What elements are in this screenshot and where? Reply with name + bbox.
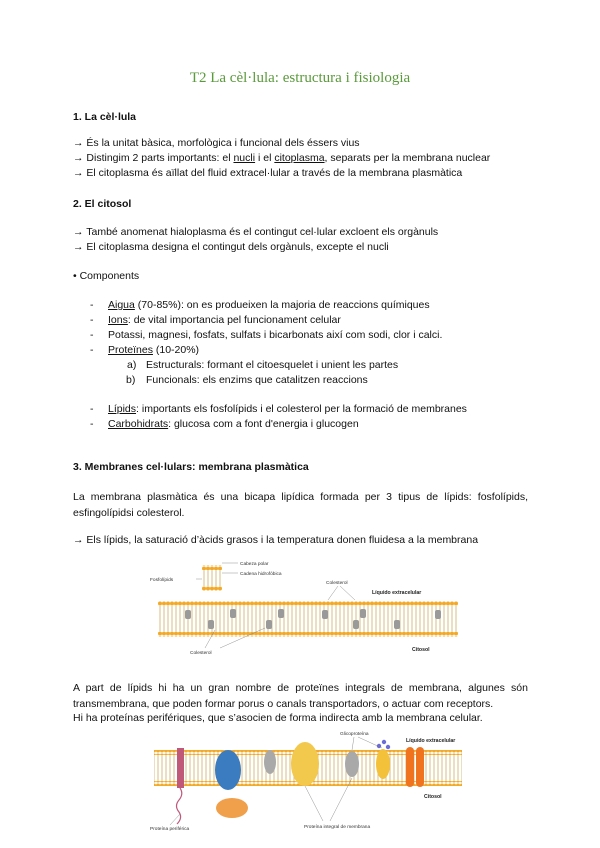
integral-protein-blue xyxy=(215,750,241,790)
membrane-proteins-figure xyxy=(148,728,470,836)
component-ions-list: Potassi, magnesi, fosfats, sulfats i bicarbonats així com sodi, clor i calci. xyxy=(108,329,443,341)
s1-line-1: → És la unitat bàsica, morfològica i funcional dels éssers vius xyxy=(73,137,360,149)
peripheral-protein-orange xyxy=(216,798,248,818)
glycoprotein xyxy=(376,740,390,779)
component-proteins: Proteïnes (10-20%) xyxy=(108,344,200,356)
s1-line-2: → Distingim 2 parts importants: el nucli i el citoplasma, separats per la membrana nuclear xyxy=(73,152,491,164)
label-liquido-extracelular: Líquido extracelular xyxy=(372,590,422,596)
paragraph-integral-proteins: A part de lípids hi ha un gran nombre de proteïnes integrals de membrana, algunes són transmembrana, que poden formar porus o canals transportadors, o actuar com receptors. xyxy=(73,682,528,710)
protein-structural: Estructurals: formant el citoesquelet i unient les partes xyxy=(146,359,399,371)
label-proteina-periferica: Proteína periférica xyxy=(150,827,190,832)
label-cadena: Cadena hidrofóbica xyxy=(240,572,282,577)
inner-head-layer xyxy=(158,632,458,637)
component-water: Aigua (70-85%): on es produeixen la majoria de reaccions químiques xyxy=(108,299,430,311)
list-marker-a: a) xyxy=(127,359,137,371)
label-colesterol-bottom: Colesterol xyxy=(190,651,212,656)
bullet-dash: - xyxy=(90,299,94,311)
page-title: T2 La cèl·lula: estructura i fisiologia xyxy=(189,70,411,86)
label-fosfolipids: Fosfolípids xyxy=(150,578,174,583)
section-2-heading: 2. El citosol xyxy=(73,198,132,210)
section-3-heading: 3. Membranes cel·lulars: membrana plasmàtica xyxy=(73,461,309,473)
component-lipids: Lípids: importants els fosfolípids i el colesterol per la formació de membranes xyxy=(108,403,467,415)
label-liquido-extracelular-2: Líquido extracelular xyxy=(406,738,456,744)
membrane-bilayer-figure xyxy=(150,556,468,664)
transmembrane-helix xyxy=(177,748,185,824)
outer-tail-layer xyxy=(158,606,458,619)
section-1-heading: 1. La cèl·lula xyxy=(73,111,137,123)
paragraph-bilayer: La membrana plasmàtica és una bicapa lipídica formada per 3 tipus de lípids: fosfolípids, esfingolípidsi colesterol. xyxy=(73,491,528,519)
bullet-dash: - xyxy=(90,329,94,341)
integral-protein-yellow xyxy=(291,742,319,786)
inner-tail-layer xyxy=(158,619,458,632)
paragraph-peripheral-proteins: Hi ha proteínas perifériques, que s’asocien de forma indirecta amb la membrana celular. xyxy=(73,712,483,724)
paragraph-fluidity: → Els lípids, la saturació d’àcids grasos i la temperatura donen fluidesa a la membrana xyxy=(73,534,479,546)
list-marker-b: b) xyxy=(126,374,136,386)
outer-head-layer xyxy=(158,601,458,606)
label-citosol-2: Citosol xyxy=(424,794,442,800)
bullet-dash: - xyxy=(90,403,94,415)
label-cabeza: Cabeza polar xyxy=(240,562,269,567)
bullet-dash: - xyxy=(90,418,94,430)
bullet-dash: - xyxy=(90,314,94,326)
component-ions: Ions: de vital importancia pel funcionament celular xyxy=(108,314,341,326)
s2-line-1: → També anomenat hialoplasma és el contingut cel·lular excloent els orgànuls xyxy=(73,226,439,238)
protein-functional: Funcionals: els enzims que catalitzen reaccions xyxy=(146,374,368,386)
label-glicoproteina: Glicoproteína xyxy=(340,732,369,737)
label-colesterol-top: Colesterol xyxy=(326,581,348,586)
label-citosol: Citosol xyxy=(412,647,430,653)
s1-line-3: → El citoplasma és aïllat del fluid extracel·lular a través de la membrana plasmàtica xyxy=(73,167,463,179)
phospholipid-detail xyxy=(196,563,238,591)
components-label: • Components xyxy=(73,270,140,282)
bullet-dash: - xyxy=(90,344,94,356)
label-proteina-integral: Proteína integral de membrana xyxy=(304,825,371,830)
component-carbohydrates: Carbohidrats: glucosa com a font d'energia i glucogen xyxy=(108,418,359,430)
s2-line-2: → El citoplasma designa el contingut dels orgànuls, excepte el nucli xyxy=(73,241,389,253)
